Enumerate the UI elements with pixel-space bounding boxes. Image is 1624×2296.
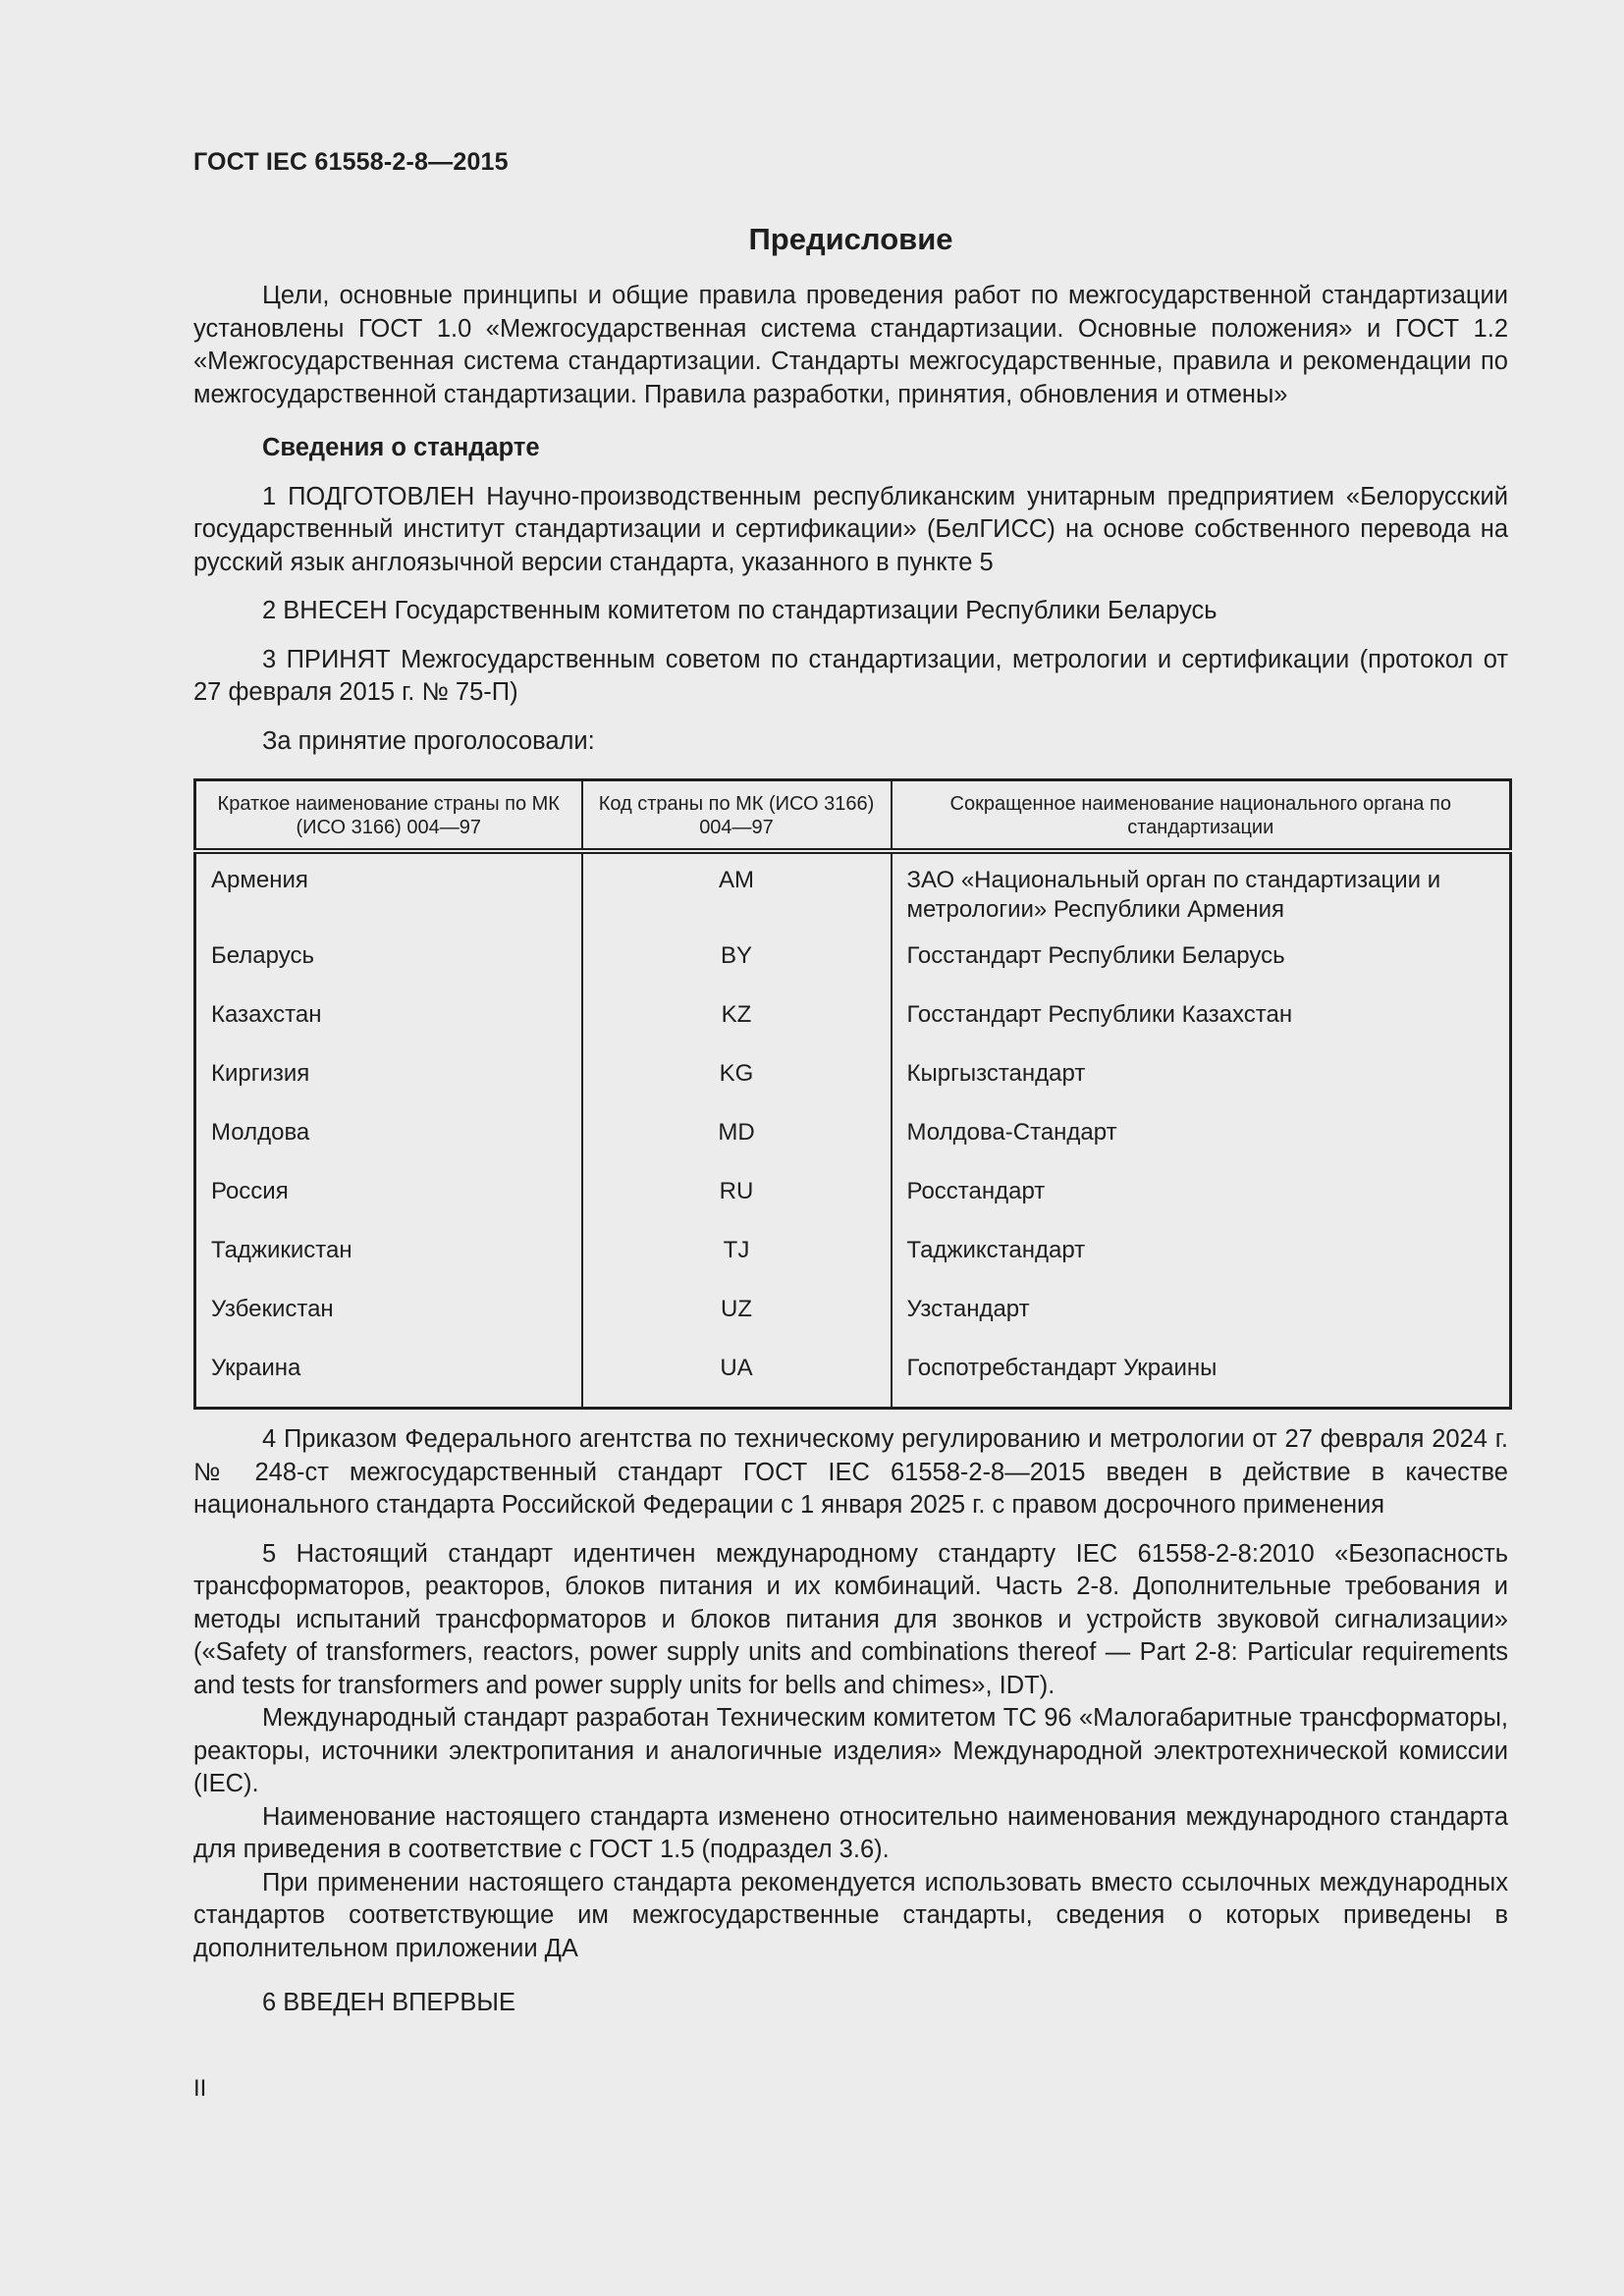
item-5-paragraph: 5 Настоящий стандарт идентичен международному стандарту IEC 61558-2-8:2010 «Безопасность трансформаторов, реакторов, блоков питания и их комбинаций. Часть 2-8. Дополнительные требования и методы испытаний трансформаторов и блоков питания для звонков и устройств звуковой сигнализации» («Safety of transformers, reactors, power supply units and combinations thereof — Part 2-8: Particular requirements and tests for transformers and power supply units for bells and chimes», IDT). [193,1539,1508,1699]
table-row [195,1049,1511,1108]
section-heading: Сведения о стандарте [262,434,540,461]
item-5-tc-paragraph: Международный стандарт разработан Техническим комитетом ТС 96 «Малогабаритные трансформаторы, реакторы, источники электропитания и аналогичные изделия» Международной электротехнической комиссии (IEC). [193,1704,1508,1797]
code-cell: RU [582,1167,892,1226]
body-cell: Таджикстандарт [892,1226,1511,1285]
code-cell: MD [582,1108,892,1167]
table-row [195,1285,1511,1344]
document-code: ГОСТ IEC 61558-2-8—2015 [193,148,509,176]
country-cell: Казахстан [211,1001,322,1028]
body-cell: Росстандарт [892,1167,1511,1226]
voting-table [193,778,1512,1410]
table-row [195,1108,1511,1167]
code-cell: AM [582,851,892,932]
body-cell: Госпотребстандарт Украины [892,1344,1511,1409]
item-2-paragraph: 2 ВНЕСЕН Государственным комитетом по стандартизации Республики Беларусь [262,597,1218,624]
item-5-name-paragraph: Наименование настоящего стандарта изменено относительно наименования международного стандарта для приведения в соответствие с ГОСТ 1.5 (подраздел 3.6). [193,1802,1508,1863]
country-cell: Киргизия [211,1060,310,1087]
code-cell: KG [582,1049,892,1108]
country-cell: Молдова [211,1119,310,1146]
table-header-row [195,780,1511,852]
intro-paragraph: Цели, основные принципы и общие правила проведения работ по межгосударственной стандартизации установлены ГОСТ 1.0 «Межгосударственная система стандартизации. Основные положения» и ГОСТ 1.2 «Межгосударственная система стандартизации. Стандарты межгосударственные, правила и рекомендации по межгосударственной стандартизации. Правила разработки, принятия, обновления и отмены» [193,282,1508,408]
body-cell: Госстандарт Республики Беларусь [892,932,1511,990]
item-5-refs-paragraph: При применении настоящего стандарта рекомендуется использовать вместо ссылочных международных стандартов соответствующие им межгосударственные стандарты, сведения о которых приведены в дополнительном приложении ДА [193,1868,1508,1962]
table-row [195,1226,1511,1285]
country-cell: Армения [211,867,308,893]
body-cell: Госстандарт Республики Казахстан [892,990,1511,1049]
table-row [195,990,1511,1049]
column-header-country: Краткое наименование страны по МК (ИСО 3166) 004—97 [195,780,582,852]
item-1-paragraph: 1 ПОДГОТОВЛЕН Научно-производственным республиканским унитарным предприятием «Белорусский государственный институт стандартизации и сертификации» (БелГИСС) на основе собственного перевода на русский язык англоязычной версии стандарта, указанного в пункте 5 [193,482,1508,576]
item-6-paragraph: 6 ВВЕДЕН ВПЕРВЫЕ [262,1989,516,2016]
country-cell: Россия [211,1178,289,1204]
table-row [195,1167,1511,1226]
table-row [195,1344,1511,1409]
vote-intro: За принятие проголосовали: [262,726,595,755]
table-row [195,932,1511,990]
document-page [193,137,1508,2020]
body-cell: Узстандарт [892,1285,1511,1344]
column-header-code: Код страны по МК (ИСО 3166) 004—97 [582,780,892,852]
table-row [195,851,1511,932]
country-cell: Узбекистан [211,1296,334,1322]
column-header-body: Сокращенное наименование национального органа по стандартизации [892,780,1511,852]
page-title: Предисловие [748,222,953,256]
code-cell: KZ [582,990,892,1049]
body-cell: Кыргызстандарт [892,1049,1511,1108]
country-cell: Беларусь [211,942,314,969]
code-cell: BY [582,932,892,990]
item-3-paragraph: 3 ПРИНЯТ Межгосударственным советом по стандартизации, метрологии и сертификации (протокол от 27 февраля 2015 г. № 75-П) [193,645,1508,706]
code-cell: TJ [582,1226,892,1285]
body-cell: ЗАО «Национальный орган по стандартизации и метрологии» Республики Армения [892,851,1511,932]
page-number: II [193,2075,207,2102]
code-cell: UZ [582,1285,892,1344]
country-cell: Украина [211,1355,301,1381]
code-cell: UA [582,1344,892,1409]
item-4-paragraph: 4 Приказом Федерального агентства по техническому регулированию и метрологии от 27 февраля 2024 г. № 248-ст межгосударственный стандарт ГОСТ IEC 61558-2-8—2015 введен в действие в качестве национального стандарта Российской Федерации с 1 января 2025 г. с правом досрочного применения [193,1425,1508,1519]
country-cell: Таджикистан [211,1237,352,1263]
body-cell: Молдова-Стандарт [892,1108,1511,1167]
